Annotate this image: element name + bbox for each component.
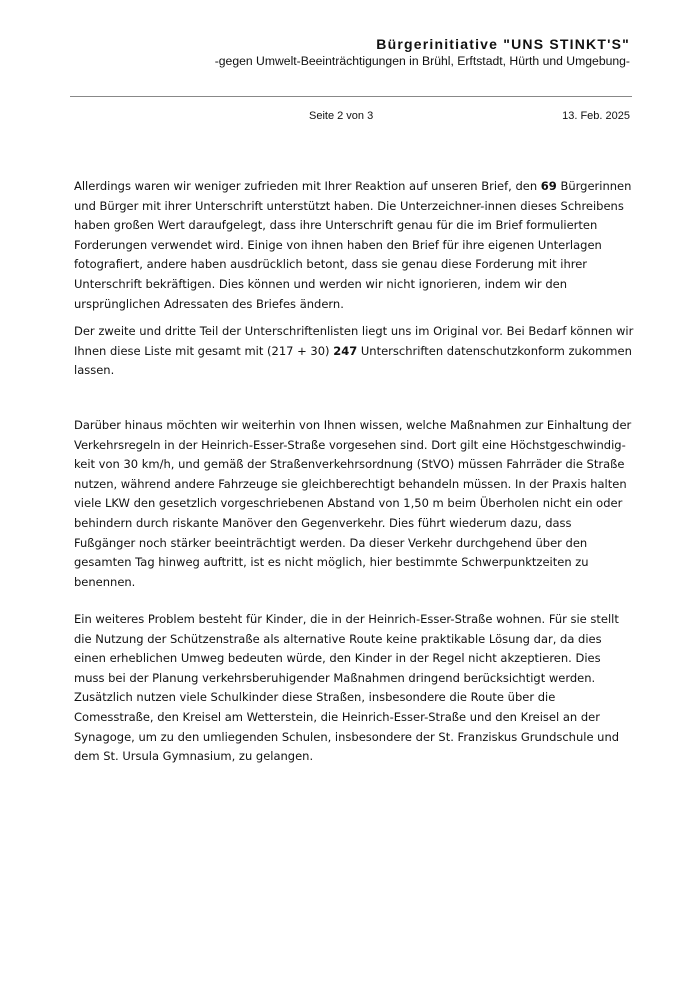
organization-subtitle: -gegen Umwelt-Beeinträchtigungen in Brühl, Erftstadt, Hürth und Umgebung- [214,54,630,68]
paragraph-text: Der zweite und dritte Teil der Unterschriftenlisten liegt uns im Original vor. Bei Bedarf können wir Ihnen diese Liste mit gesamt mit (217 + 30) [74,324,634,358]
page-number: Seite 2 von 3 [309,110,374,122]
header-divider [70,96,632,97]
paragraph-signature-lists [74,322,634,381]
total-signature-count: 247 [333,343,358,358]
paragraph-signatures-reaction [74,177,634,314]
paragraph-children-routes: Ein weiteres Problem besteht für Kinder, die in der Heinrich-Esser-Straße wohnen. Für sie stellt die Nutzung der Schützenstraße als alternative Route keine praktikable Lösung dar, da dies einen erheblichen Umweg bedeuten würde, den Kinder in der Regel nicht akzeptieren. Dies muss bei der Planung verkehrsberuhigender Maßnahmen dringend berücksichtigt werden. Zusätzlich nutzen viele Schulkinder diese Straßen, insbesondere die Route über die Comesstraße, den Kreisel am Wetterstein, die Heinrich-Esser-Straße und den Kreisel an der Synagoge, um zu den umliegenden Schulen, insbesondere der St. Franziskus Grundschule und dem St. Ursula Gymnasium, zu gelangen. [74,612,620,764]
organization-title: Bürgerinitiative "UNS STINKT'S" [376,36,630,52]
paragraph-text: Unterschriften datenschutzkonform zukommen lassen. [74,343,632,378]
paragraph-text: Allerdings waren wir weniger zufrieden mit Ihrer Reaktion auf unseren Brief, den [74,179,541,193]
letter-date: 13. Feb. 2025 [562,110,630,122]
paragraph-traffic-rules: Darüber hinaus möchten wir weiterhin von Ihnen wissen, welche Maßnahmen zur Einhaltung der Verkehrsregeln in der Heinrich-Esser-Straße vorgesehen sind. Dort gilt eine Höchstgeschwindig-keit von 30 km/h, und gemäß der Straßenverkehrsordnung (StVO) müssen Fahrräder die Straße nutzen, während andere Fahrzeuge sie gleichberechtigt behandeln müssen. In der Praxis halten viele LKW den gesetzlich vorgeschriebenen Abstand von 1,50 m beim Überholen nicht ein oder behindern durch riskante Manöver den Gegenverkehr. Dies führt wiederum dazu, dass Fußgänger noch stärker beeinträchtigt werden. Da dieser Verkehr durchgehend über den gesamten Tag hinweg auftritt, ist es nicht möglich, hier bestimmte Schwerpunktzeiten zu benennen. [74,418,632,589]
paragraph-text: Bürgerinnen und Bürger mit ihrer Unterschrift unterstützt haben. Die Unterzeichner-innen dieses Schreibens haben großen Wert daraufgelegt, dass ihre Unterschrift genau für die im Brief formulierten Forderungen verwendet wird. Einige von ihnen haben den Brief für ihre eigenen Unterlagen fotografiert, andere haben ausdrücklich betont, dass sie genau diese Forderung mit ihrer Unterschrift bekräftigen. Dies können und werden wir nicht ignorieren, indem wir den ursprünglichen Adressaten des Briefes ändern. [74,179,632,311]
signature-count: 69 [540,179,557,193]
